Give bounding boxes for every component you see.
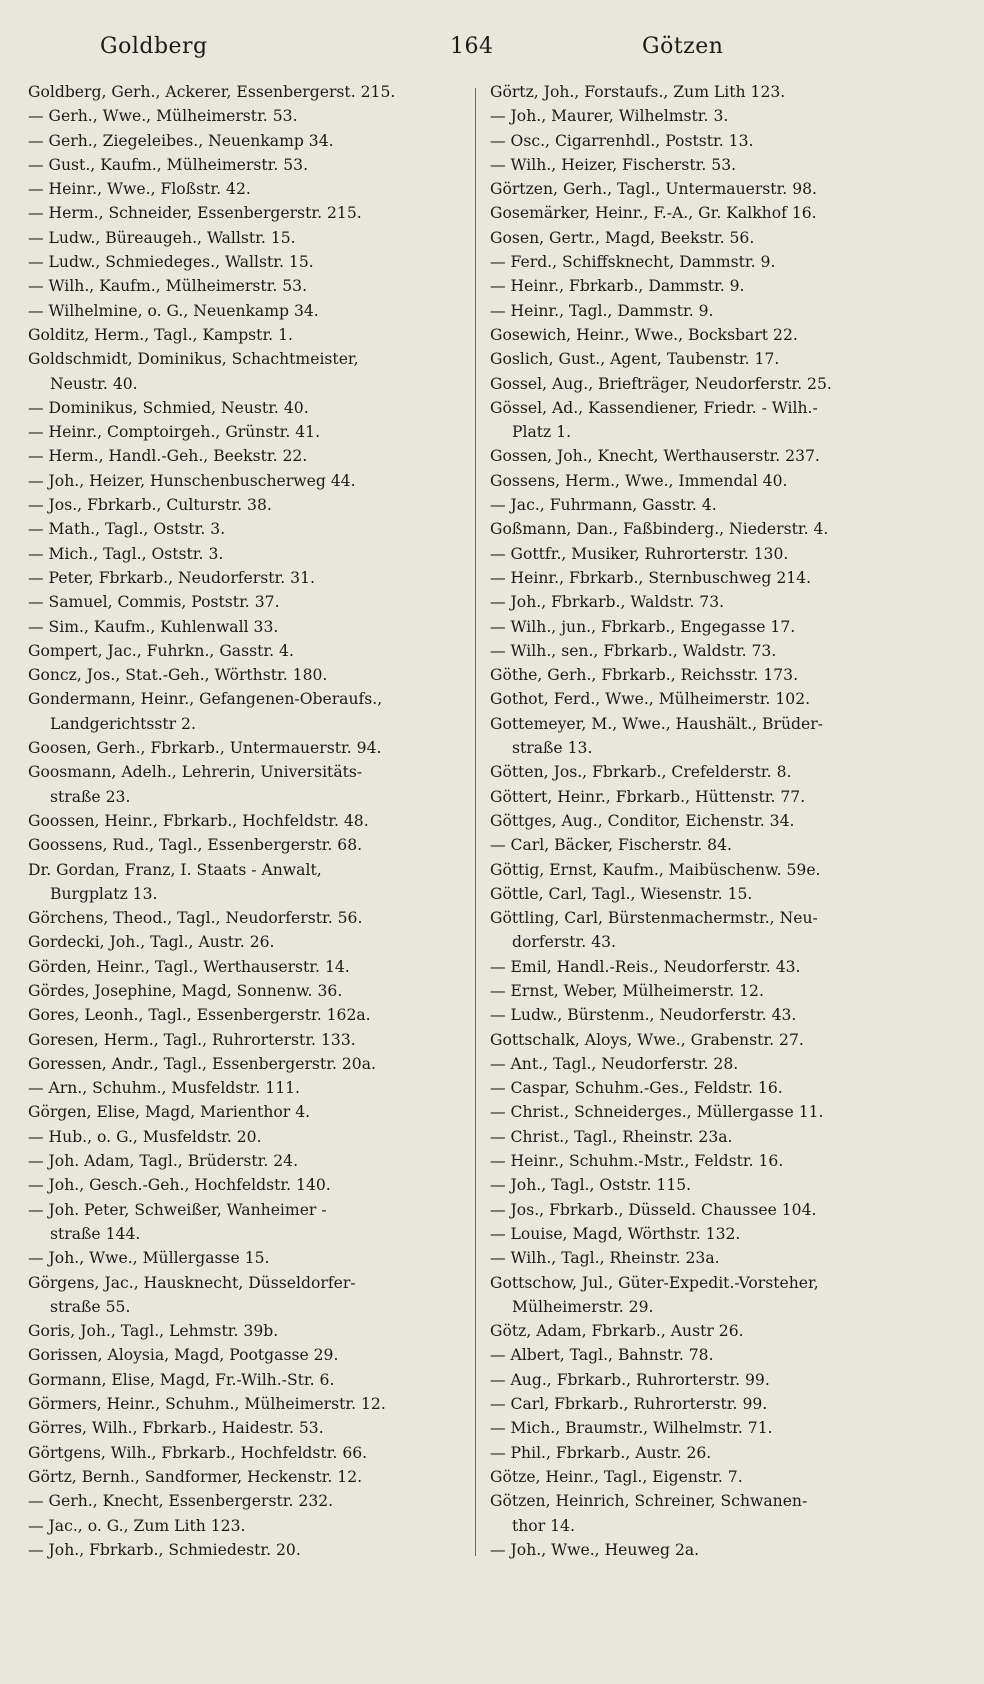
directory-entry: [490, 809, 956, 833]
directory-entry: [28, 396, 466, 420]
entry-continuation: thor 14.: [512, 1516, 575, 1535]
directory-entry: [28, 1198, 466, 1247]
directory-entry: [490, 979, 956, 1003]
directory-entry: [28, 1100, 466, 1124]
directory-entry: [490, 1465, 956, 1489]
directory-entry: [490, 104, 956, 128]
entry-text: — Phil., Fbrkarb., Austr. 26.: [490, 1443, 712, 1462]
directory-entry: [490, 833, 956, 857]
entry-text: Görtz, Joh., Forstaufs., Zum Lith 123.: [490, 83, 786, 101]
directory-entry: [28, 177, 466, 201]
entry-text: — Heinr., Comptoirgeh., Grünstr. 41.: [28, 423, 321, 442]
directory-entry: [28, 1416, 466, 1440]
directory-entry: [490, 712, 956, 761]
header-left-keyword: Goldberg: [100, 34, 208, 59]
entry-text: — Christ., Schneiderges., Müllergasse 11.: [490, 1103, 824, 1122]
entry-text: — Joh. Adam, Tagl., Brüderstr. 24.: [28, 1152, 299, 1171]
entry-text: — Gottfr., Musiker, Ruhrorterstr. 130.: [490, 544, 789, 563]
directory-entry: [28, 1125, 466, 1149]
directory-entry: [490, 1271, 956, 1320]
directory-entry: [28, 858, 466, 907]
directory-entry: [490, 299, 956, 323]
entry-text: — Jos., Fbrkarb., Düsseld. Chaussee 104.: [490, 1200, 817, 1219]
entry-text: Goldschmidt, Dominikus, Schachtmeister,: [28, 350, 359, 369]
directory-entry: [490, 882, 956, 906]
directory-entry: [490, 1416, 956, 1440]
directory-entry: [28, 80, 466, 104]
directory-entry: [490, 785, 956, 809]
entry-text: — Gerh., Ziegeleibes., Neuenkamp 34.: [28, 131, 334, 150]
directory-entry: [490, 153, 956, 177]
entry-text: Gossen, Joh., Knecht, Werthauserstr. 237.: [490, 447, 820, 466]
entry-text: Gottschow, Jul., Güter-Expedit.-Vorsteher,: [490, 1273, 819, 1292]
entry-text: — Wilhelmine, o. G., Neuenkamp 34.: [28, 301, 319, 320]
entry-text: — Wilh., Heizer, Fischerstr. 53.: [490, 155, 737, 174]
entry-text: Gosen, Gertr., Magd, Beekstr. 56.: [490, 228, 755, 247]
entry-text: Goßmann, Dan., Faßbinderg., Niederstr. 4.: [490, 520, 829, 539]
directory-entry: [28, 566, 466, 590]
entry-text: — Herm., Handl.-Geh., Beekstr. 22.: [28, 447, 308, 466]
directory-entry: [490, 906, 956, 955]
entry-text: Görtz, Bernh., Sandformer, Heckenstr. 12.: [28, 1467, 363, 1486]
directory-entry: [490, 1125, 956, 1149]
entry-text: Goossen, Heinr., Fbrkarb., Hochfeldstr. 48.: [28, 811, 369, 830]
entry-text: — Ludw., Büreaugeh., Wallstr. 15.: [28, 228, 296, 247]
entry-text: — Albert, Tagl., Bahnstr. 78.: [490, 1346, 714, 1365]
entry-text: — Heinr., Tagl., Dammstr. 9.: [490, 301, 714, 320]
entry-text: — Sim., Kaufm., Kuhlenwall 33.: [28, 617, 279, 636]
entry-text: Goslich, Gust., Agent, Taubenstr. 17.: [490, 350, 780, 369]
directory-entry: [28, 736, 466, 760]
directory-entry: [490, 639, 956, 663]
entry-text: — Heinr., Schuhm.-Mstr., Feldstr. 16.: [490, 1152, 784, 1171]
entry-text: — Gust., Kaufm., Mülheimerstr. 53.: [28, 155, 309, 174]
entry-text: — Heinr., Fbrkarb., Dammstr. 9.: [490, 277, 745, 296]
directory-entry: [490, 1319, 956, 1343]
directory-entry: [490, 1246, 956, 1270]
entry-text: — Joh., Fbrkarb., Waldstr. 73.: [490, 593, 725, 612]
directory-entry: [490, 274, 956, 298]
entry-continuation: straße 144.: [50, 1224, 141, 1243]
directory-entry: [490, 469, 956, 493]
directory-entry: [28, 615, 466, 639]
directory-entry: [490, 177, 956, 201]
entry-text: Görchens, Theod., Tagl., Neudorferstr. 56.: [28, 909, 363, 928]
directory-entry: [28, 1149, 466, 1173]
directory-entry: [28, 274, 466, 298]
entry-text: — Joh., Maurer, Wilhelmstr. 3.: [490, 107, 729, 126]
entry-text: Gorissen, Aloysia, Magd, Pootgasse 29.: [28, 1346, 339, 1365]
entry-text: — Ernst, Weber, Mülheimerstr. 12.: [490, 981, 764, 1000]
entry-text: — Caspar, Schuhm.-Ges., Feldstr. 16.: [490, 1079, 783, 1098]
directory-entry: [28, 347, 466, 396]
directory-entry: [490, 201, 956, 225]
entry-text: — Samuel, Commis, Poststr. 37.: [28, 593, 280, 612]
page-header: [0, 30, 984, 70]
directory-entry: [28, 469, 466, 493]
entry-text: — Joh., Wwe., Müllergasse 15.: [28, 1249, 270, 1268]
entry-text: Göthe, Gerh., Fbrkarb., Reichsstr. 173.: [490, 666, 799, 685]
directory-entry: [28, 299, 466, 323]
entry-text: — Joh., Wwe., Heuweg 2a.: [490, 1540, 700, 1559]
directory-entry: [490, 1052, 956, 1076]
directory-entry: [28, 1489, 466, 1513]
entry-text: — Arn., Schuhm., Musfeldstr. 111.: [28, 1079, 301, 1098]
directory-entry: [28, 1465, 466, 1489]
header-right-keyword: Götzen: [642, 34, 724, 59]
directory-entry: [28, 663, 466, 687]
entry-continuation: Burgplatz 13.: [50, 884, 158, 903]
entry-text: — Jos., Fbrkarb., Culturstr. 38.: [28, 496, 272, 515]
entry-text: Götzen, Heinrich, Schreiner, Schwanen-: [490, 1492, 808, 1511]
entry-text: — Heinr., Wwe., Floßstr. 42.: [28, 180, 251, 199]
directory-entry: [490, 1489, 956, 1538]
entry-text: Görgen, Elise, Magd, Marienthor 4.: [28, 1103, 311, 1122]
entry-text: — Wilh., sen., Fbrkarb., Waldstr. 73.: [490, 641, 777, 660]
directory-entry: [490, 955, 956, 979]
directory-entry: [490, 444, 956, 468]
entry-text: — Ant., Tagl., Neudorferstr. 28.: [490, 1054, 739, 1073]
entry-text: Görmers, Heinr., Schuhm., Mülheimerstr. 12.: [28, 1395, 386, 1414]
entry-text: — Carl, Bäcker, Fischerstr. 84.: [490, 836, 732, 855]
directory-entry: [28, 833, 466, 857]
directory-entry: [28, 906, 466, 930]
entry-text: — Osc., Cigarrenhdl., Poststr. 13.: [490, 131, 754, 150]
entry-text: Goris, Joh., Tagl., Lehmstr. 39b.: [28, 1322, 279, 1341]
directory-entry: [490, 1538, 956, 1562]
directory-entry: [28, 129, 466, 153]
directory-entry: [490, 1149, 956, 1173]
entry-text: — Joh., Tagl., Oststr. 115.: [490, 1176, 692, 1195]
directory-entry: [28, 1173, 466, 1197]
directory-entry: [28, 1271, 466, 1320]
directory-entry: [490, 323, 956, 347]
entry-text: — Emil, Handl.-Reis., Neudorferstr. 43.: [490, 957, 801, 976]
column-divider: [475, 88, 476, 1556]
directory-entry: [28, 1028, 466, 1052]
directory-entry: [490, 493, 956, 517]
directory-entry: [490, 858, 956, 882]
entry-text: — Peter, Fbrkarb., Neudorferstr. 31.: [28, 568, 315, 587]
directory-entry: [28, 1003, 466, 1027]
directory-entry: [28, 1076, 466, 1100]
directory-entry: [28, 1368, 466, 1392]
entry-text: Görtzen, Gerh., Tagl., Untermauerstr. 98.: [490, 180, 818, 199]
entry-text: — Herm., Schneider, Essenbergerstr. 215.: [28, 204, 362, 223]
entry-text: — Louise, Magd, Wörthstr. 132.: [490, 1224, 741, 1243]
directory-entry: [490, 1392, 956, 1416]
directory-entry: [28, 930, 466, 954]
entry-continuation: dorferstr. 43.: [512, 933, 617, 952]
directory-entry: [28, 444, 466, 468]
entry-text: — Math., Tagl., Oststr. 3.: [28, 520, 226, 539]
entry-text: Gosemärker, Heinr., F.-A., Gr. Kalkhof 16.: [490, 204, 817, 223]
directory-entry: [28, 201, 466, 225]
entry-text: — Aug., Fbrkarb., Ruhrorterstr. 99.: [490, 1370, 770, 1389]
directory-entry: [490, 1198, 956, 1222]
entry-text: — Mich., Tagl., Oststr. 3.: [28, 544, 224, 563]
directory-entry: [28, 1514, 466, 1538]
entry-text: Goossens, Rud., Tagl., Essenbergerstr. 68.: [28, 836, 363, 855]
entry-continuation: Landgerichtsstr 2.: [50, 714, 196, 733]
directory-entry: [490, 542, 956, 566]
page-number: 164: [450, 34, 494, 59]
directory-entry: [28, 1052, 466, 1076]
directory-entry: [28, 493, 466, 517]
directory-entry: [490, 80, 956, 104]
entry-text: — Ludw., Bürstenm., Neudorferstr. 43.: [490, 1006, 797, 1025]
directory-entry: [28, 809, 466, 833]
entry-text: — Wilh., Kaufm., Mülheimerstr. 53.: [28, 277, 308, 296]
directory-entry: [28, 590, 466, 614]
entry-text: Gordecki, Joh., Tagl., Austr. 26.: [28, 933, 275, 952]
entry-text: Görtgens, Wilh., Fbrkarb., Hochfeldstr. 66.: [28, 1443, 368, 1462]
entry-continuation: straße 23.: [50, 787, 131, 806]
directory-entry: [490, 1441, 956, 1465]
entry-text: Gördes, Josephine, Magd, Sonnenw. 36.: [28, 981, 343, 1000]
directory-entry: [490, 687, 956, 711]
directory-entry: [28, 323, 466, 347]
entry-text: — Joh., Fbrkarb., Schmiedestr. 20.: [28, 1540, 301, 1559]
entry-text: Goosen, Gerh., Fbrkarb., Untermauerstr. 94.: [28, 739, 382, 758]
directory-entry: [490, 663, 956, 687]
directory-entry: [28, 1319, 466, 1343]
directory-entry: [490, 1222, 956, 1246]
directory-entry: [28, 226, 466, 250]
entry-text: — Christ., Tagl., Rheinstr. 23a.: [490, 1127, 733, 1146]
directory-entry: [490, 760, 956, 784]
directory-entry: [28, 955, 466, 979]
directory-entry: [28, 104, 466, 128]
entry-text: Gompert, Jac., Fuhrkn., Gasstr. 4.: [28, 641, 294, 660]
directory-entry: [28, 760, 466, 809]
directory-entry: [490, 590, 956, 614]
entry-text: — Joh., Heizer, Hunschenbuscherweg 44.: [28, 471, 356, 490]
entry-text: Dr. Gordan, Franz, I. Staats - Anwalt,: [28, 860, 322, 879]
entry-text: Götze, Heinr., Tagl., Eigenstr. 7.: [490, 1467, 743, 1486]
directory-entry: [490, 396, 956, 445]
entry-text: — Mich., Braumstr., Wilhelmstr. 71.: [490, 1419, 773, 1438]
entry-continuation: Mülheimerstr. 29.: [512, 1297, 654, 1316]
entry-text: Gottemeyer, M., Wwe., Haushält., Brüder-: [490, 714, 823, 733]
entry-text: — Ferd., Schiffsknecht, Dammstr. 9.: [490, 253, 776, 272]
directory-entry: [490, 1368, 956, 1392]
directory-entry: [28, 979, 466, 1003]
entry-text: Gossel, Aug., Briefträger, Neudorferstr. 25.: [490, 374, 832, 393]
directory-entry: [490, 1076, 956, 1100]
directory-entry: [28, 1538, 466, 1562]
entry-text: Götten, Jos., Fbrkarb., Crefelderstr. 8.: [490, 763, 792, 782]
directory-entry: [28, 639, 466, 663]
directory-entry: [28, 1441, 466, 1465]
entry-text: Gottschalk, Aloys, Wwe., Grabenstr. 27.: [490, 1030, 804, 1049]
entry-text: Göttle, Carl, Tagl., Wiesenstr. 15.: [490, 884, 753, 903]
entry-text: Goosmann, Adelh., Lehrerin, Universitäts-: [28, 763, 363, 782]
directory-entry: [28, 153, 466, 177]
entry-continuation: Platz 1.: [512, 423, 572, 442]
entry-continuation: Neustr. 40.: [50, 374, 138, 393]
entry-text: Gössel, Ad., Kassendiener, Friedr. - Wilh.-: [490, 398, 818, 417]
entry-continuation: straße 55.: [50, 1297, 131, 1316]
directory-entry: [490, 517, 956, 541]
entry-text: Goresen, Herm., Tagl., Ruhrorterstr. 133.: [28, 1030, 356, 1049]
directory-entry: [28, 542, 466, 566]
directory-entry: [28, 687, 466, 736]
entry-text: Golditz, Herm., Tagl., Kampstr. 1.: [28, 325, 293, 344]
entry-text: — Jac., o. G., Zum Lith 123.: [28, 1516, 246, 1535]
entry-text: Gondermann, Heinr., Gefangenen-Oberaufs.,: [28, 690, 383, 709]
directory-entry: [490, 372, 956, 396]
directory-entry: [490, 566, 956, 590]
entry-text: Goldberg, Gerh., Ackerer, Essenbergerst. 215.: [28, 83, 396, 101]
entry-text: — Hub., o. G., Musfeldstr. 20.: [28, 1127, 262, 1146]
entry-text: Goressen, Andr., Tagl., Essenbergerstr. 20a.: [28, 1054, 376, 1073]
entry-text: — Joh. Peter, Schweißer, Wanheimer -: [28, 1200, 327, 1219]
entry-text: Görres, Wilh., Fbrkarb., Haidestr. 53.: [28, 1419, 324, 1438]
entry-text: Gormann, Elise, Magd, Fr.-Wilh.-Str. 6.: [28, 1370, 335, 1389]
entry-text: — Carl, Fbrkarb., Ruhrorterstr. 99.: [490, 1395, 768, 1414]
entry-text: — Jac., Fuhrmann, Gasstr. 4.: [490, 496, 717, 515]
entry-text: Götz, Adam, Fbrkarb., Austr 26.: [490, 1322, 744, 1341]
directory-entry: [490, 250, 956, 274]
entry-text: — Ludw., Schmiedeges., Wallstr. 15.: [28, 253, 314, 272]
directory-entry: [490, 129, 956, 153]
directory-entry: [28, 250, 466, 274]
entry-text: Gossens, Herm., Wwe., Immendal 40.: [490, 471, 788, 490]
directory-entry: [490, 226, 956, 250]
directory-entry: [490, 615, 956, 639]
entry-text: Göttling, Carl, Bürstenmachermstr., Neu-: [490, 909, 818, 928]
entry-text: Göttig, Ernst, Kaufm., Maibüschenw. 59e.: [490, 860, 821, 879]
entry-text: Göttert, Heinr., Fbrkarb., Hüttenstr. 77.: [490, 787, 806, 806]
entry-text: Görden, Heinr., Tagl., Werthauserstr. 14.: [28, 957, 350, 976]
directory-entry: [490, 1003, 956, 1027]
directory-entry: [490, 1100, 956, 1124]
entry-text: Gosewich, Heinr., Wwe., Bocksbart 22.: [490, 325, 798, 344]
directory-entry: [28, 420, 466, 444]
directory-entry: [490, 1173, 956, 1197]
directory-entry: [490, 1343, 956, 1367]
entry-text: — Wilh., Tagl., Rheinstr. 23a.: [490, 1249, 720, 1268]
directory-entry: [28, 1343, 466, 1367]
directory-entry: [28, 1392, 466, 1416]
entry-text: — Gerh., Wwe., Mülheimerstr. 53.: [28, 107, 298, 126]
entry-text: Göttges, Aug., Conditor, Eichenstr. 34.: [490, 811, 795, 830]
entry-continuation: straße 13.: [512, 739, 593, 758]
directory-entry: [490, 347, 956, 371]
directory-entry: [28, 517, 466, 541]
entry-text: — Wilh., jun., Fbrkarb., Engegasse 17.: [490, 617, 796, 636]
entry-text: — Joh., Gesch.-Geh., Hochfeldstr. 140.: [28, 1176, 331, 1195]
directory-entry: [490, 1028, 956, 1052]
entry-text: Gothot, Ferd., Wwe., Mülheimerstr. 102.: [490, 690, 811, 709]
entry-text: Gores, Leonh., Tagl., Essenbergerstr. 162a.: [28, 1006, 371, 1025]
entry-text: — Gerh., Knecht, Essenbergerstr. 232.: [28, 1492, 334, 1511]
right-column: [490, 80, 956, 1562]
left-column: [28, 80, 466, 1562]
entry-text: Goncz, Jos., Stat.-Geh., Wörthstr. 180.: [28, 666, 328, 685]
entry-text: Görgens, Jac., Hausknecht, Düsseldorfer-: [28, 1273, 356, 1292]
directory-entry: [28, 1246, 466, 1270]
entry-text: — Dominikus, Schmied, Neustr. 40.: [28, 398, 309, 417]
entry-text: — Heinr., Fbrkarb., Sternbuschweg 214.: [490, 568, 812, 587]
